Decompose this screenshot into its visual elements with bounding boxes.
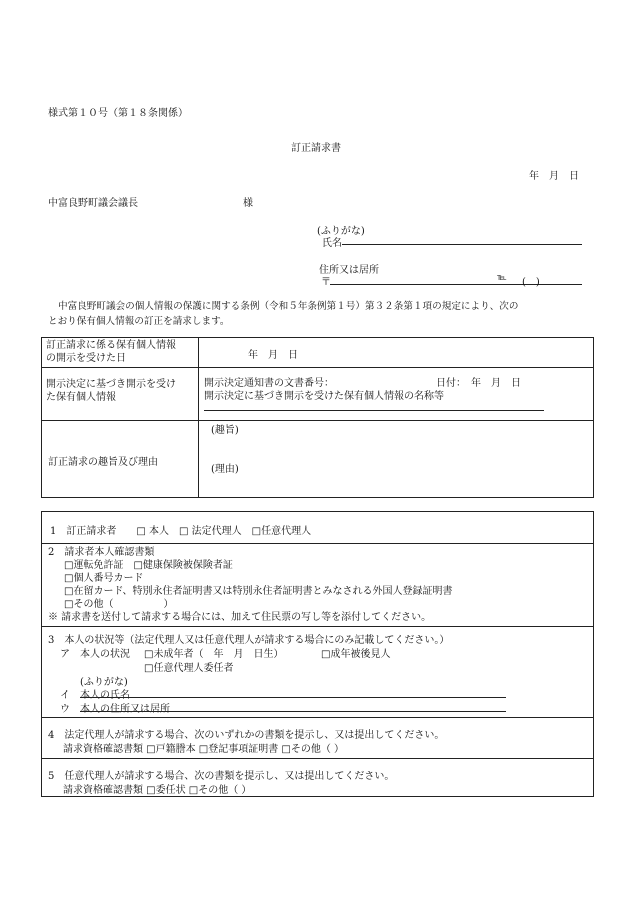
principal-status-label: ア 本人の状況 xyxy=(60,649,130,660)
principal-furigana-label: (ふりがな) xyxy=(80,677,128,688)
disclosure-date-label: 訂正請求に係る保有個人情報 の開示を受けた日 xyxy=(46,340,176,364)
id-doc-option[interactable]: □個人番号カード xyxy=(64,573,144,584)
table1-column-divider xyxy=(198,337,199,498)
section2-id-documents xyxy=(48,546,453,624)
applicant-name-field[interactable] xyxy=(342,232,582,245)
applicant-name-label: 氏名 xyxy=(322,238,342,249)
principal-address-label: ウ 本人の住所又は居所 xyxy=(60,704,170,715)
table2-divider-4 xyxy=(41,758,594,759)
id-doc-option[interactable]: □その他（ ） xyxy=(64,599,174,610)
purpose-label: (趣旨) xyxy=(211,425,239,436)
tel-label: ℡ xyxy=(497,273,507,283)
principal-name-field[interactable] xyxy=(80,686,506,698)
disclosure-date-value[interactable]: 年 月 日 xyxy=(248,350,298,361)
table2-divider-1 xyxy=(41,543,594,544)
section5-documents[interactable]: 請求資格確認書類 □委任状 □その他（ ） xyxy=(63,785,252,796)
applicant-furigana-label: (ふりがな) xyxy=(317,226,365,237)
honorific: 様 xyxy=(243,198,253,209)
section3-title: 3 本人の状況等（法定代理人又は任意代理人が請求する場合にのみ記載してください。） xyxy=(48,635,450,646)
id-doc-option[interactable]: □運転免許証 □健康保険被保険者証 xyxy=(64,560,233,571)
table2-divider-3 xyxy=(41,717,594,718)
section2-note: ※ 請求書を送付して請求する場合には、加えて住民票の写し等を添付してください。 xyxy=(48,612,432,623)
notice-document-number-label: 開示決定通知書の文書番号： xyxy=(204,378,334,389)
section2-title: 2 請求者本人確認書類 xyxy=(48,547,155,558)
section4-documents[interactable]: 請求資格確認書類 □戸籍謄本 □登記事項証明書 □その他（ ） xyxy=(63,744,345,755)
reason-label: (理由) xyxy=(211,464,239,475)
postal-mark: 〒 xyxy=(321,277,331,288)
table2-divider-2 xyxy=(41,626,594,627)
addressee: 中富良野町議会議長 xyxy=(48,198,138,209)
intro-line-2: とおり保有個人情報の訂正を請求します。 xyxy=(48,316,230,327)
section1-requester-type[interactable]: 1 訂正請求者 □ 本人 □ 法定代理人 □任意代理人 xyxy=(50,526,312,537)
table1-row-divider-2 xyxy=(41,420,594,421)
purpose-reason-label: 訂正請求の趣旨及び理由 xyxy=(48,457,158,468)
section5-line-1: 5 任意代理人が請求する場合、次の書類を提示し、又は提出してください。 xyxy=(48,771,395,782)
section4-line-1: 4 法定代理人が請求する場合、次のいずれかの書類を提示し、又は提出してください。 xyxy=(48,730,445,741)
intro-line-1: 中富良野町議会の個人情報の保護に関する条例（令和５年条例第１号）第３２条第１項の規定により、次の xyxy=(58,301,519,312)
disclosed-info-name-label: 開示決定に基づき開示を受けた保有個人情報の名称等 xyxy=(204,391,444,402)
form-number: 様式第１０号（第１８条関係） xyxy=(48,108,188,119)
status-minor-option[interactable]: □未成年者（ 年 月 日生） xyxy=(144,649,284,660)
id-doc-option[interactable]: □在留カード、特別永住者証明書又は特別永住者証明書とみなされる外国人登録証明書 xyxy=(64,586,453,597)
status-principal-option[interactable]: □任意代理人委任者 xyxy=(144,663,234,674)
notice-date-label: 日付： 年 月 日 xyxy=(436,378,521,389)
request-date: 年 月 日 xyxy=(529,171,579,182)
disclosed-info-name-field[interactable] xyxy=(204,398,544,411)
principal-name-label: イ 本人の氏名 xyxy=(60,690,130,701)
document-title: 訂正請求書 xyxy=(291,143,341,154)
tel-parentheses: ( ) xyxy=(522,277,540,288)
principal-address-field[interactable] xyxy=(80,700,506,712)
applicant-address-label: 住所又は居所 xyxy=(319,265,379,276)
disclosed-info-label: 開示決定に基づき開示を受け た保有個人情報 xyxy=(46,379,176,403)
status-ward-option[interactable]: □成年被後見人 xyxy=(321,649,391,660)
table1-row-divider-1 xyxy=(41,367,594,368)
applicant-address-field[interactable] xyxy=(330,272,582,285)
